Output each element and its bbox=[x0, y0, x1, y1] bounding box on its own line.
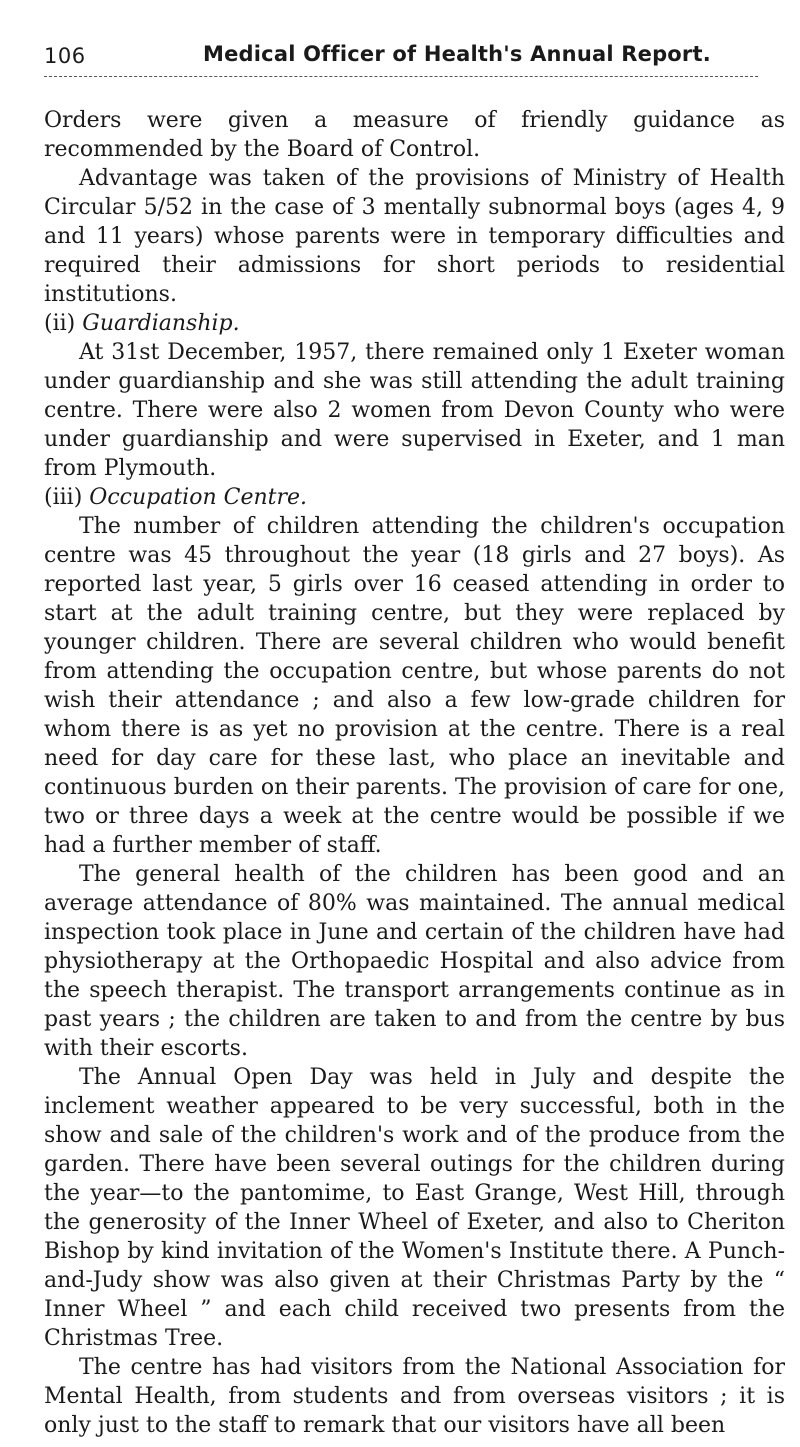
section-title: Occupation Centre. bbox=[89, 485, 308, 510]
paragraph-attendance: The number of children attending the children's occupation centre was 45 throughout the year (18 girls and 27 boys). As reported last year, 5 girls over 16 ceased attending in order to start at the adult training centre, but they were replaced by younger children. There are several children who would benefit from attending the occupation centre, but whose parents do not wish their attendance ; and also a few low-grade children for whom there is as yet no provision at the centre. There is a real need for day care for these last, who place an inevitable and continuous burden on their parents. The provision of care for one, two or three days a week at the centre would be possible if we had a further member of staff. bbox=[44, 514, 785, 858]
running-header bbox=[44, 44, 758, 77]
paragraph-guardianship: At 31st December, 1957, there remained only 1 Exeter woman under guardianship and she was still attending the adult training centre. There were also 2 women from Devon County who were under guardianship and were supervised in Exeter, and 1 man from Plymouth. bbox=[44, 340, 785, 481]
section-heading-occupation-centre bbox=[44, 483, 785, 512]
body-text bbox=[44, 106, 785, 1440]
paragraph-open-day: The Annual Open Day was held in July and despite the inclement weather appeared to be very successful, both in the show and sale of the children's work and of the produce from the garden. There have been several outings for the children during the year—to the pantomime, to East Grange, West Hill, through the generosity of the Inner Wheel of Exeter, and also to Cheriton Bishop by kind invitation of the Women's Institute there. A Punch-and-Judy show was also given at their Christmas Party by the “ Inner Wheel ” and each child received two presents from the Christmas Tree. bbox=[44, 1065, 785, 1351]
section-number: (ii) bbox=[44, 311, 76, 336]
section-title: Guardianship. bbox=[82, 311, 240, 336]
section-heading-guardianship bbox=[44, 309, 785, 338]
page-number: 106 bbox=[44, 44, 86, 68]
paragraph-general-health: The general health of the children has been good and an average attendance of 80% was maintained. The annual medical inspection took place in June and certain of the children have had physiotherapy at the Orthopaedic Hospital and also advice from the speech therapist. The transport arrangements continue as in past years ; the children are taken to and from the centre by bus with their escorts. bbox=[44, 862, 785, 1061]
paragraph-visitors: The centre has had visitors from the National Association for Mental Health, from students and from overseas visitors ; it is only just to the staff to remark that our visitors have all been bbox=[44, 1355, 785, 1438]
running-title: Medical Officer of Health's Annual Report. bbox=[203, 42, 711, 66]
section-number: (iii) bbox=[44, 485, 83, 510]
paragraph-board-of-control: Orders were given a measure of friendly guidance as recommended by the Board of Control. bbox=[44, 108, 785, 162]
paragraph-ministry-circular: Advantage was taken of the provisions of Ministry of Health Circular 5/52 in the case of 3 mentally subnormal boys (ages 4, 9 and 11 years) whose parents were in temporary difficulties and required their admissions for short periods to residential institutions. bbox=[44, 166, 785, 307]
